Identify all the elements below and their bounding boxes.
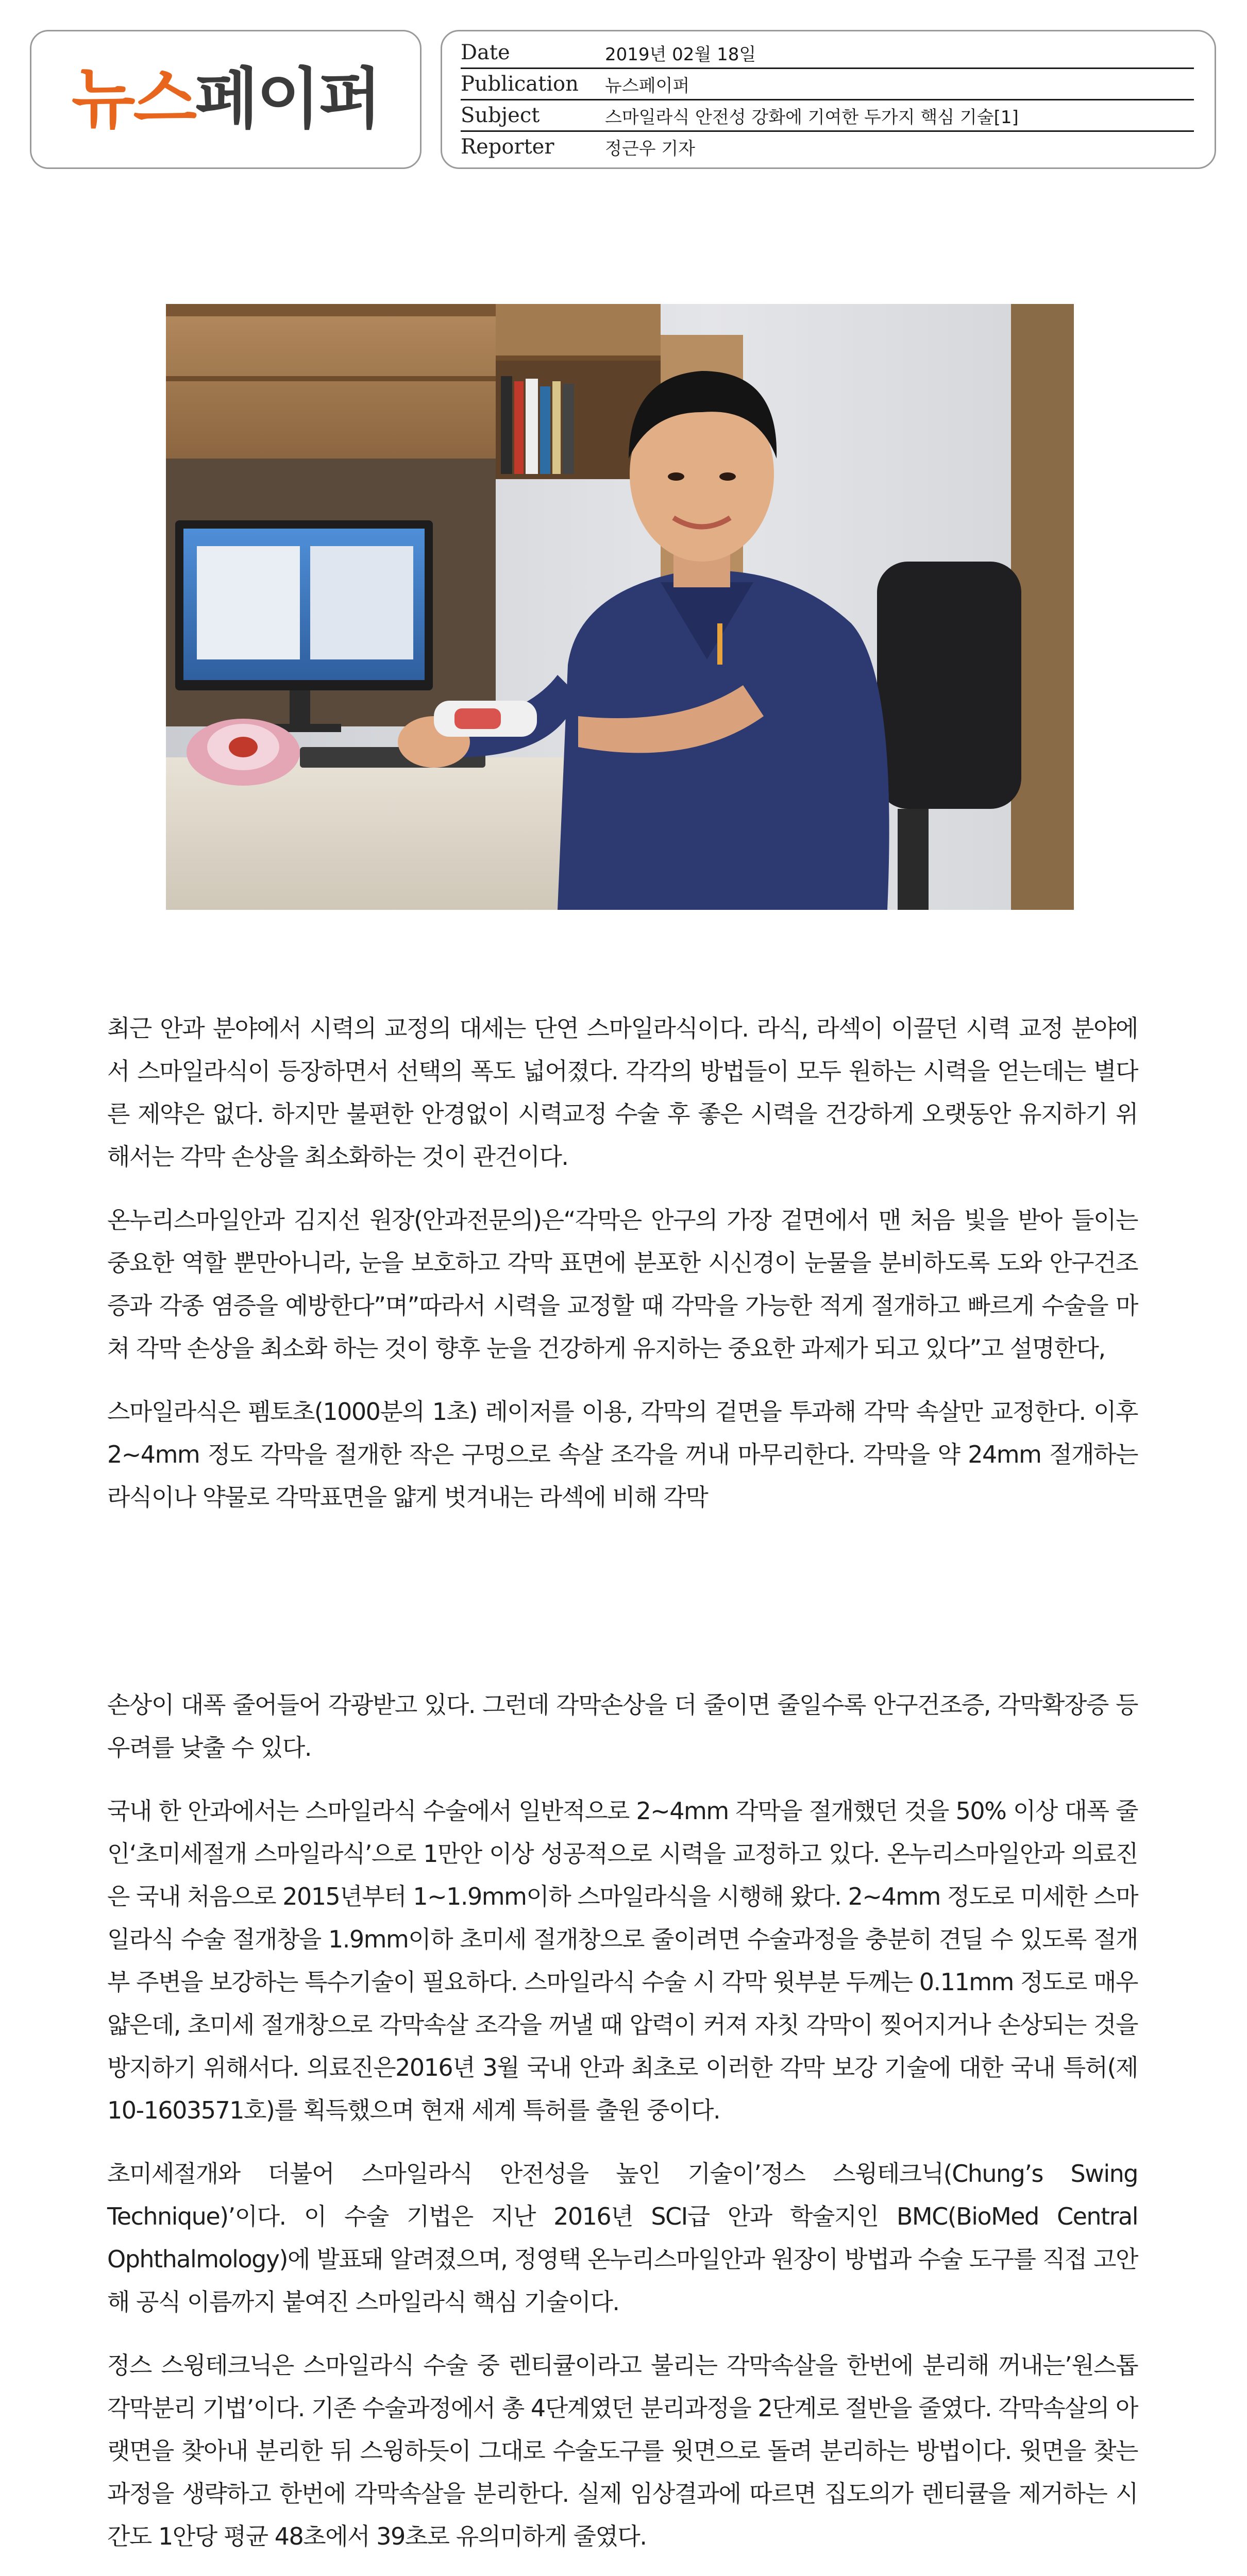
article-paragraph: 온누리스마일안과 김지선 원장(안과전문의)은“각막은 안구의 가장 겉면에서 맨 처음 빛을 받아 들이는 중요한 역할 뿐만아니라, 눈을 보호하고 각막 표면에 분포한 시신경이 눈물을 분비하도록 도와 안구건조증과 각종 염증을 예방한다”며”따라서 시력을 교정할 때 각막을 가능한 적게 절개하고 빠르게 수술을 마쳐 각막 손상을 최소화 하는 것이 향후 눈을 건강하게 유지하는 중요한 과제가 되고 있다”고 설명한다, bbox=[107, 1206, 1138, 1362]
publication-logo bbox=[71, 61, 380, 138]
article-meta-box bbox=[441, 30, 1216, 169]
doctor-photo-illustration bbox=[166, 304, 1074, 910]
meta-value-reporter: 정근우 기자 bbox=[605, 138, 696, 159]
meta-row-date bbox=[461, 38, 1194, 69]
article-paragraph: 국내 한 안과에서는 스마일라식 수술에서 일반적으로 2~4mm 각막을 절개했던 것을 50% 이상 대폭 줄인‘초미세절개 스마일라식’으로 1만안 이상 성공적으로 시력을 교정하고 있다. 온누리스마일안과 의료진은 국내 처음으로 2015년부터 1~1.9mm이하 스마일라식을 시행해 왔다. 2~4mm 정도로 미세한 스마일라식 수술 절개창을 1.9mm이하 초미세 절개창으로 줄이려면 수술과정을 충분히 견딜 수 있도록 절개부 주변을 보강하는 특수기술이 필요하다. 스마일라식 수술 시 각막 윗부분 두께는 0.11mm 정도로 매우 얇은데, 초미세 절개창으로 각막속살 조각을 꺼낼 때 압력이 커져 자칫 각막이 찢어지거나 손상되는 것을 방지하기 위해서다. 의료진은2016년 3월 국내 안과 최초로 이러한 각막 보강 기술에 대한 국내 특허(제10-1603571호)를 획득했으며 현재 세계 특허를 출원 중이다. bbox=[107, 1797, 1138, 2124]
article-paragraph: 손상이 대폭 줄어들어 각광받고 있다. 그런데 각막손상을 더 줄이면 줄일수록 안구건조증, 각막확장증 등 우려를 낮출 수 있다. bbox=[107, 1691, 1138, 1761]
meta-value-subject: 스마일라식 안전성 강화에 기여한 두가지 핵심 기술[1] bbox=[605, 107, 1019, 128]
meta-label: Subject bbox=[461, 104, 540, 127]
article-paragraph: 최근 안과 분야에서 시력의 교정의 대세는 단연 스마일라식이다. 라식, 라섹이 이끌던 시력 교정 분야에서 스마일라식이 등장하면서 선택의 폭도 넓어졌다. 각각의 방법들이 모두 원하는 시력을 얻는데는 별다른 제약은 없다. 하지만 불편한 안경없이 시력교정 수술 후 좋은 시력을 건강하게 오랫동안 유지하기 위해서는 각막 손상을 최소화하는 것이 관건이다. bbox=[107, 1014, 1138, 1171]
meta-label: Reporter bbox=[461, 135, 554, 159]
logo-part-2: 페이퍼 bbox=[195, 61, 380, 138]
meta-label: Date bbox=[461, 41, 510, 64]
publication-logo-box bbox=[30, 30, 422, 169]
meta-row-publication bbox=[461, 69, 1194, 100]
article-body-column-2 bbox=[107, 1684, 1138, 2576]
meta-label: Publication bbox=[461, 72, 579, 96]
article-paragraph: 정스 스윙테크닉은 스마일라식 수술 중 렌티큘이라고 불리는 각막속살을 한번에 분리해 꺼내는’원스톱 각막분리 기법’이다. 기존 수술과정에서 총 4단계였던 분리과정을 2단계로 절반을 줄였다. 각막속살의 아랫면을 찾아내 분리한 뒤 스윙하듯이 그대로 수술도구를 윗면으로 돌려 분리하는 방법이다. 윗면을 찾는 과정을 생략하고 한번에 각막속살을 분리한다. 실제 임상결과에 따르면 집도의가 렌티큘을 제거하는 시간도 1안당 평균 48초에서 39초로 유의미하게 줄였다. bbox=[107, 2351, 1138, 2550]
meta-row-reporter bbox=[461, 132, 1194, 162]
meta-value-publication: 뉴스페이퍼 bbox=[605, 75, 690, 96]
meta-row-subject bbox=[461, 100, 1194, 132]
article-paragraph: 스마일라식은 펨토초(1000분의 1초) 레이저를 이용, 각막의 겉면을 투과해 각막 속살만 교정한다. 이후 2~4mm 정도 각막을 절개한 작은 구멍으로 속살 조각을 꺼내 마무리한다. 각막을 약 24mm 절개하는 라식이나 약물로 각막표면을 얇게 벗겨내는 라섹에 비해 각막 bbox=[107, 1398, 1138, 1511]
meta-value-date: 2019년 02월 18일 bbox=[605, 44, 756, 65]
logo-part-1: 뉴스 bbox=[71, 61, 195, 138]
article-body-column-1 bbox=[107, 1007, 1138, 1519]
article-paragraph: 초미세절개와 더불어 스마일라식 안전성을 높인 기술이’정스 스윙테크닉(Chung’s Swing Technique)’이다. 이 수술 기법은 지난 2016년 SCI급 안과 학술지인 BMC(BioMed Central Ophthalmology)에 발표돼 알려졌으며, 정영택 온누리스마일안과 원장이 방법과 수술 도구를 직접 고안해 공식 이름까지 붙여진 스마일라식 핵심 기술이다. bbox=[107, 2160, 1138, 2316]
article-photo bbox=[166, 304, 1074, 910]
